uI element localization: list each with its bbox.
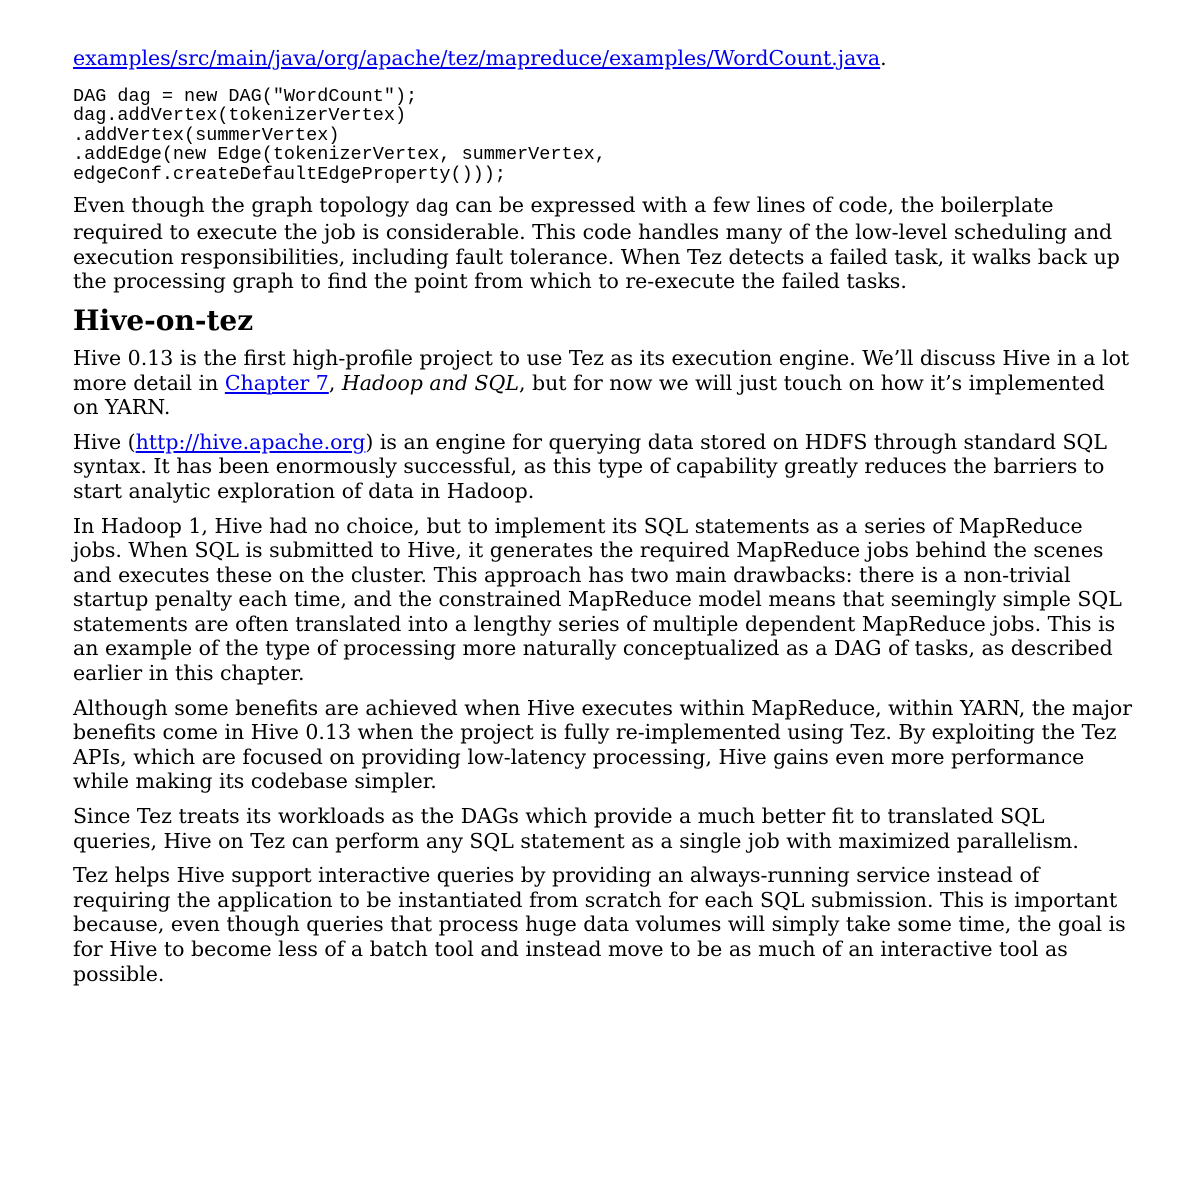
source-path-period: .	[880, 46, 887, 70]
document-page	[73, 46, 1133, 996]
code-line: .addEdge(new Edge(tokenizerVertex, summerVertex,	[73, 144, 606, 166]
paragraph-interactive-queries: Tez helps Hive support interactive queries by providing an always-running service instead of requiring the application to be instantiated from scratch for each SQL submission. This is important because, even though queries that process huge data volumes will simply take some time, the goal is for Hive to become less of a batch tool and instead move to be as much of an interactive tool as possible.	[73, 863, 1126, 986]
paragraph-dag-topology: Even though the graph topology dag can be expressed with a few lines of code, the boilerplate required to execute the job is considerable. This code handles many of the low-level scheduling and execution responsibilities, including fault tolerance. When Tez detects a failed task, it walks back up the processing graph to find the point from which to re-execute the failed tasks.	[73, 192, 1120, 294]
code-block	[73, 87, 1133, 185]
paragraph-hive-intro: Hive 0.13 is the first high-profile project to use Tez as its execution engine. We’ll discuss Hive in a lot more detail in Chapter 7, Hadoop and SQL, but for now we will just touch on how it’s implemented on YARN.	[73, 345, 1130, 420]
book-title-italic: Hadoop and SQL	[341, 370, 519, 395]
wordcount-source-link[interactable]: examples/src/main/java/org/apache/tez/mapreduce/examples/WordCount.java	[73, 46, 881, 70]
paragraph-hadoop1: In Hadoop 1, Hive had no choice, but to implement its SQL statements as a series of MapReduce jobs. When SQL is submitted to Hive, it generates the required MapReduce jobs behind the scenes and executes these on the cluster. This approach has two main drawbacks: there is a non-trivial startup penalty each time, and the constrained MapReduce model means that seemingly simple SQL statements are often translated into a lengthy series of multiple dependent MapReduce jobs. This is an example of the type of processing more naturally conceptualized as a DAG of tasks, as described earlier in this chapter.	[73, 513, 1122, 686]
code-line: DAG dag = new DAG("WordCount");	[73, 85, 418, 107]
chapter-7-link[interactable]: Chapter 7	[224, 370, 329, 395]
source-path-line	[73, 46, 1133, 71]
paragraph-dag-fit: Since Tez treats its workloads as the DAGs which provide a much better fit to translated SQL queries, Hive on Tez can perform any SQL statement as a single job with maximized parallelism.	[73, 804, 1079, 853]
code-line: edgeConf.createDefaultEdgeProperty()));	[73, 163, 506, 185]
inline-code-dag: dag	[415, 196, 449, 218]
paragraph-hive-definition: Hive (http://hive.apache.org) is an engine for querying data stored on HDFS through standard SQL syntax. It has been enormously successful, as this type of capability greatly reduces the barriers to start analytic exploration of data in Hadoop.	[73, 429, 1107, 503]
code-line: dag.addVertex(tokenizerVertex)	[73, 105, 407, 127]
hive-apache-link[interactable]: http://hive.apache.org	[135, 429, 366, 454]
section-heading: Hive-on-tez	[73, 303, 254, 337]
paragraph-yarn-benefits: Although some benefits are achieved when Hive executes within MapReduce, within YARN, the major benefits come in Hive 0.13 when the project is fully re-implemented using Tez. By exploiting the Tez APIs, which are focused on providing low-latency processing, Hive gains even more performance while making its codebase simpler.	[73, 695, 1133, 794]
code-line: .addVertex(summerVertex)	[73, 124, 340, 146]
